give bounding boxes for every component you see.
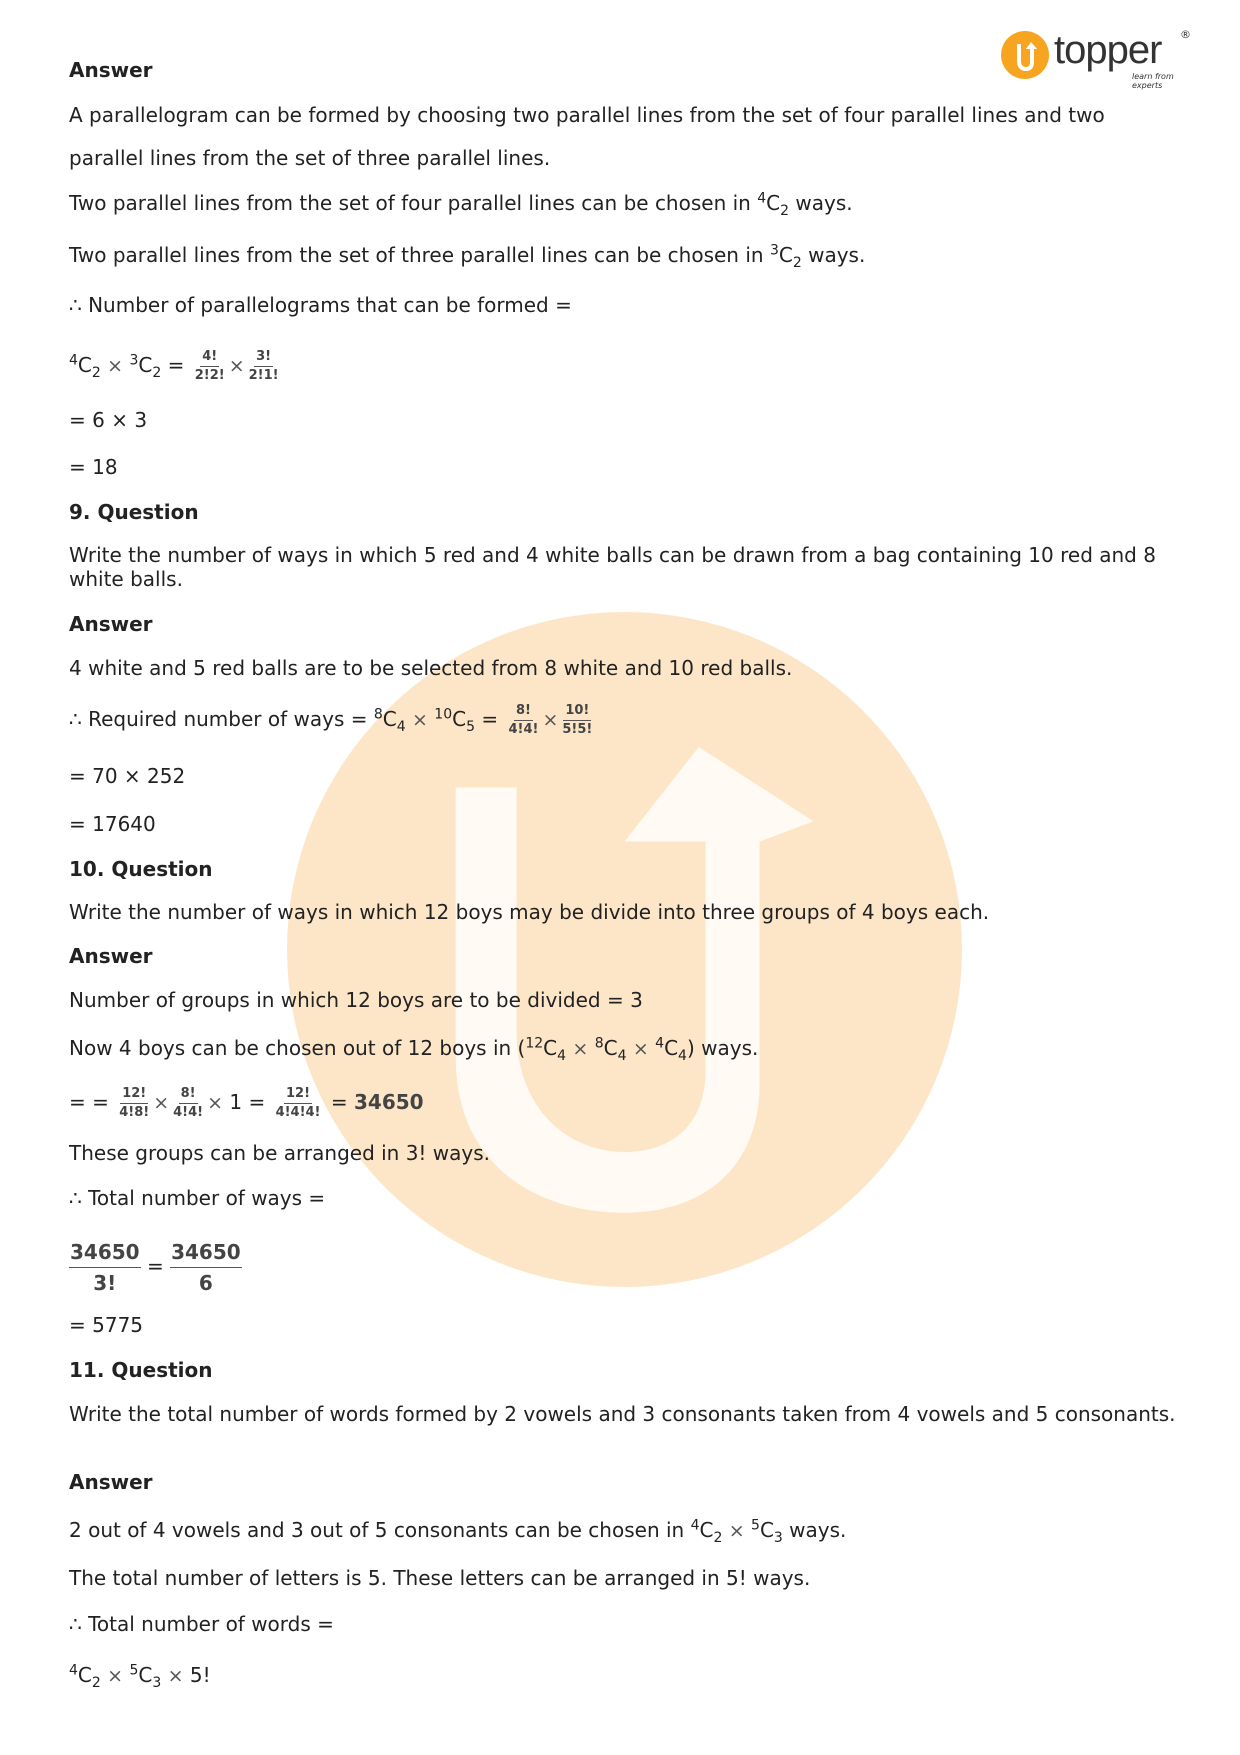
paragraph-text: ∴ Total number of words = bbox=[69, 1612, 334, 1636]
subscript: 4 bbox=[617, 1048, 627, 1064]
times-symbol: × bbox=[632, 1038, 649, 1060]
subscript: 4 bbox=[678, 1048, 687, 1064]
superscript: 3 bbox=[769, 242, 779, 259]
numerator: 12! bbox=[120, 1086, 148, 1104]
fraction bbox=[507, 703, 541, 738]
times-symbol: × bbox=[542, 709, 559, 731]
denominator: 4!4!4! bbox=[275, 1105, 321, 1120]
combination-symbol: C bbox=[699, 1518, 714, 1542]
superscript: 5 bbox=[129, 1662, 139, 1679]
equals-symbol: = bbox=[167, 353, 185, 377]
fraction bbox=[560, 703, 594, 738]
text-span: = = bbox=[69, 1090, 116, 1114]
superscript: 3 bbox=[129, 352, 139, 369]
paragraph-text: Number of groups in which 12 boys are to be divided = 3 bbox=[69, 988, 643, 1012]
brand-logo bbox=[1000, 28, 1200, 88]
combination-symbol: C bbox=[664, 1036, 679, 1060]
numerator: 34650 bbox=[69, 1237, 141, 1268]
math-line bbox=[69, 1234, 242, 1298]
question-heading: 11. Question bbox=[69, 1358, 213, 1382]
times-symbol: × bbox=[572, 1038, 589, 1060]
result-value: 34650 bbox=[353, 1090, 424, 1114]
question-text: Write the total number of words formed by 2 vowels and 3 consonants taken from 4 vowels and 5 consonants. bbox=[69, 1402, 1176, 1426]
times-symbol: × bbox=[207, 1092, 223, 1114]
math-line bbox=[69, 1517, 847, 1546]
math-line bbox=[69, 1082, 424, 1123]
math-line: = 5775 bbox=[69, 1313, 144, 1337]
subscript: 4 bbox=[396, 719, 406, 735]
paragraph-text: These groups can be arranged in 3! ways. bbox=[69, 1141, 491, 1165]
denominator: 3! bbox=[93, 1271, 117, 1295]
math-line: = 70 × 252 bbox=[69, 764, 186, 788]
superscript: 8 bbox=[373, 706, 383, 723]
combination-symbol: C bbox=[543, 1036, 558, 1060]
numerator: 3! bbox=[254, 349, 273, 367]
fraction bbox=[69, 1237, 141, 1298]
fraction bbox=[117, 1086, 151, 1121]
paragraph-text: parallel lines from the set of three parallel lines. bbox=[69, 146, 551, 170]
subscript: 2 bbox=[792, 255, 802, 271]
superscript: 5 bbox=[751, 1517, 760, 1534]
combination-symbol: C bbox=[766, 191, 781, 215]
question-text: Write the number of ways in which 5 red and 4 white balls can be drawn from a bag containing 10 red and 8 white balls. bbox=[69, 543, 1156, 591]
combination-symbol: C bbox=[138, 353, 153, 377]
text-span: Two parallel lines from the set of three parallel lines can be chosen in bbox=[69, 243, 770, 267]
denominator: 2!1! bbox=[248, 368, 279, 383]
denominator: 4!4! bbox=[508, 722, 539, 737]
question-text: Write the number of ways in which 12 boys may be divide into three groups of 4 boys each. bbox=[69, 900, 990, 924]
times-symbol: × bbox=[107, 1665, 124, 1687]
superscript: 4 bbox=[655, 1035, 665, 1052]
combination-symbol: C bbox=[778, 243, 793, 267]
combination-symbol: C bbox=[759, 1518, 774, 1542]
paragraph-text: 4 white and 5 red balls are to be selected from 8 white and 10 red balls. bbox=[69, 656, 793, 680]
answer-heading: Answer bbox=[69, 944, 153, 968]
fraction bbox=[171, 1086, 205, 1121]
fraction bbox=[274, 1086, 323, 1121]
subscript: 5 bbox=[466, 719, 476, 735]
numerator: 34650 bbox=[170, 1237, 242, 1268]
combination-symbol: C bbox=[603, 1036, 618, 1060]
denominator: 6 bbox=[198, 1271, 213, 1295]
combination-symbol: C bbox=[452, 707, 467, 731]
subscript: 2 bbox=[91, 1675, 101, 1691]
superscript: 4 bbox=[757, 190, 767, 207]
text-span: ways. bbox=[782, 1518, 847, 1542]
times-symbol: × bbox=[412, 709, 428, 731]
u-logo-icon bbox=[1000, 30, 1050, 80]
superscript: 12 bbox=[525, 1035, 544, 1052]
denominator: 4!4! bbox=[173, 1105, 204, 1120]
numerator: 10! bbox=[563, 703, 591, 721]
math-line bbox=[69, 242, 866, 271]
brand-tagline: learn from experts bbox=[1132, 72, 1174, 90]
combination-symbol: C bbox=[382, 707, 397, 731]
math-line bbox=[69, 345, 283, 386]
numerator: 4! bbox=[200, 349, 219, 367]
number: 1 bbox=[229, 1090, 243, 1114]
question-heading: 10. Question bbox=[69, 857, 213, 881]
fraction bbox=[247, 349, 281, 384]
times-symbol: × bbox=[228, 355, 245, 377]
subscript: 3 bbox=[773, 1530, 783, 1546]
answer-heading: Answer bbox=[69, 58, 153, 82]
subscript: 4 bbox=[557, 1048, 567, 1064]
combination-symbol: C bbox=[77, 353, 92, 377]
equals-symbol: = bbox=[330, 1090, 348, 1114]
subscript: 3 bbox=[152, 1675, 162, 1691]
answer-heading: Answer bbox=[69, 1470, 153, 1494]
text-span: Two parallel lines from the set of four parallel lines can be chosen in bbox=[69, 191, 758, 215]
math-line bbox=[69, 1035, 759, 1064]
fraction bbox=[170, 1237, 242, 1298]
math-line bbox=[69, 190, 853, 219]
fraction bbox=[193, 349, 227, 384]
times-symbol: × bbox=[167, 1665, 184, 1687]
question-heading: 9. Question bbox=[69, 500, 199, 524]
paragraph-text: ∴ Number of parallelograms that can be formed = bbox=[69, 293, 572, 317]
numerator: 12! bbox=[284, 1086, 312, 1104]
superscript: 8 bbox=[594, 1035, 604, 1052]
denominator: 5!5! bbox=[562, 722, 593, 737]
combination-symbol: C bbox=[138, 1663, 153, 1687]
combination-symbol: C bbox=[77, 1663, 92, 1687]
equals-symbol: = bbox=[481, 707, 499, 731]
paragraph-text: ∴ Total number of ways = bbox=[69, 1186, 326, 1210]
denominator: 2!2! bbox=[194, 368, 225, 383]
text-span: ∴ Required number of ways = bbox=[69, 707, 374, 731]
superscript: 4 bbox=[69, 1662, 78, 1679]
math-line: = 6 × 3 bbox=[69, 408, 148, 432]
text-span: 2 out of 4 vowels and 3 out of 5 consonants can be chosen in bbox=[69, 1518, 691, 1542]
text-span: Now 4 boys can be chosen out of 12 boys in ( bbox=[69, 1036, 526, 1060]
superscript: 4 bbox=[69, 352, 78, 369]
text-span: ) ways. bbox=[686, 1036, 759, 1060]
answer-heading: Answer bbox=[69, 612, 153, 636]
numerator: 8! bbox=[514, 703, 533, 721]
text-span: 5! bbox=[183, 1663, 211, 1687]
superscript: 10 bbox=[434, 706, 453, 723]
denominator: 4!8! bbox=[119, 1105, 150, 1120]
math-line: = 17640 bbox=[69, 812, 156, 836]
math-line bbox=[69, 1662, 211, 1691]
subscript: 2 bbox=[152, 365, 162, 381]
equals-symbol: = bbox=[146, 1254, 164, 1278]
subscript: 2 bbox=[91, 365, 101, 381]
numerator: 8! bbox=[179, 1086, 198, 1104]
brand-name: topper bbox=[1054, 28, 1162, 72]
registered-mark: ® bbox=[1180, 28, 1191, 41]
paragraph-text: A parallelogram can be formed by choosing two parallel lines from the set of four parallel lines and two bbox=[69, 103, 1105, 127]
times-symbol: × bbox=[153, 1092, 170, 1114]
times-symbol: × bbox=[107, 355, 124, 377]
text-span: ways. bbox=[789, 191, 853, 215]
subscript: 2 bbox=[780, 203, 790, 219]
superscript: 4 bbox=[690, 1517, 700, 1534]
subscript: 2 bbox=[713, 1530, 723, 1546]
equals-symbol: = bbox=[248, 1090, 266, 1114]
text-span: ways. bbox=[801, 243, 866, 267]
math-line bbox=[69, 699, 596, 740]
math-line: = 18 bbox=[69, 455, 118, 479]
times-symbol: × bbox=[728, 1520, 745, 1542]
paragraph-text: The total number of letters is 5. These letters can be arranged in 5! ways. bbox=[69, 1566, 811, 1590]
